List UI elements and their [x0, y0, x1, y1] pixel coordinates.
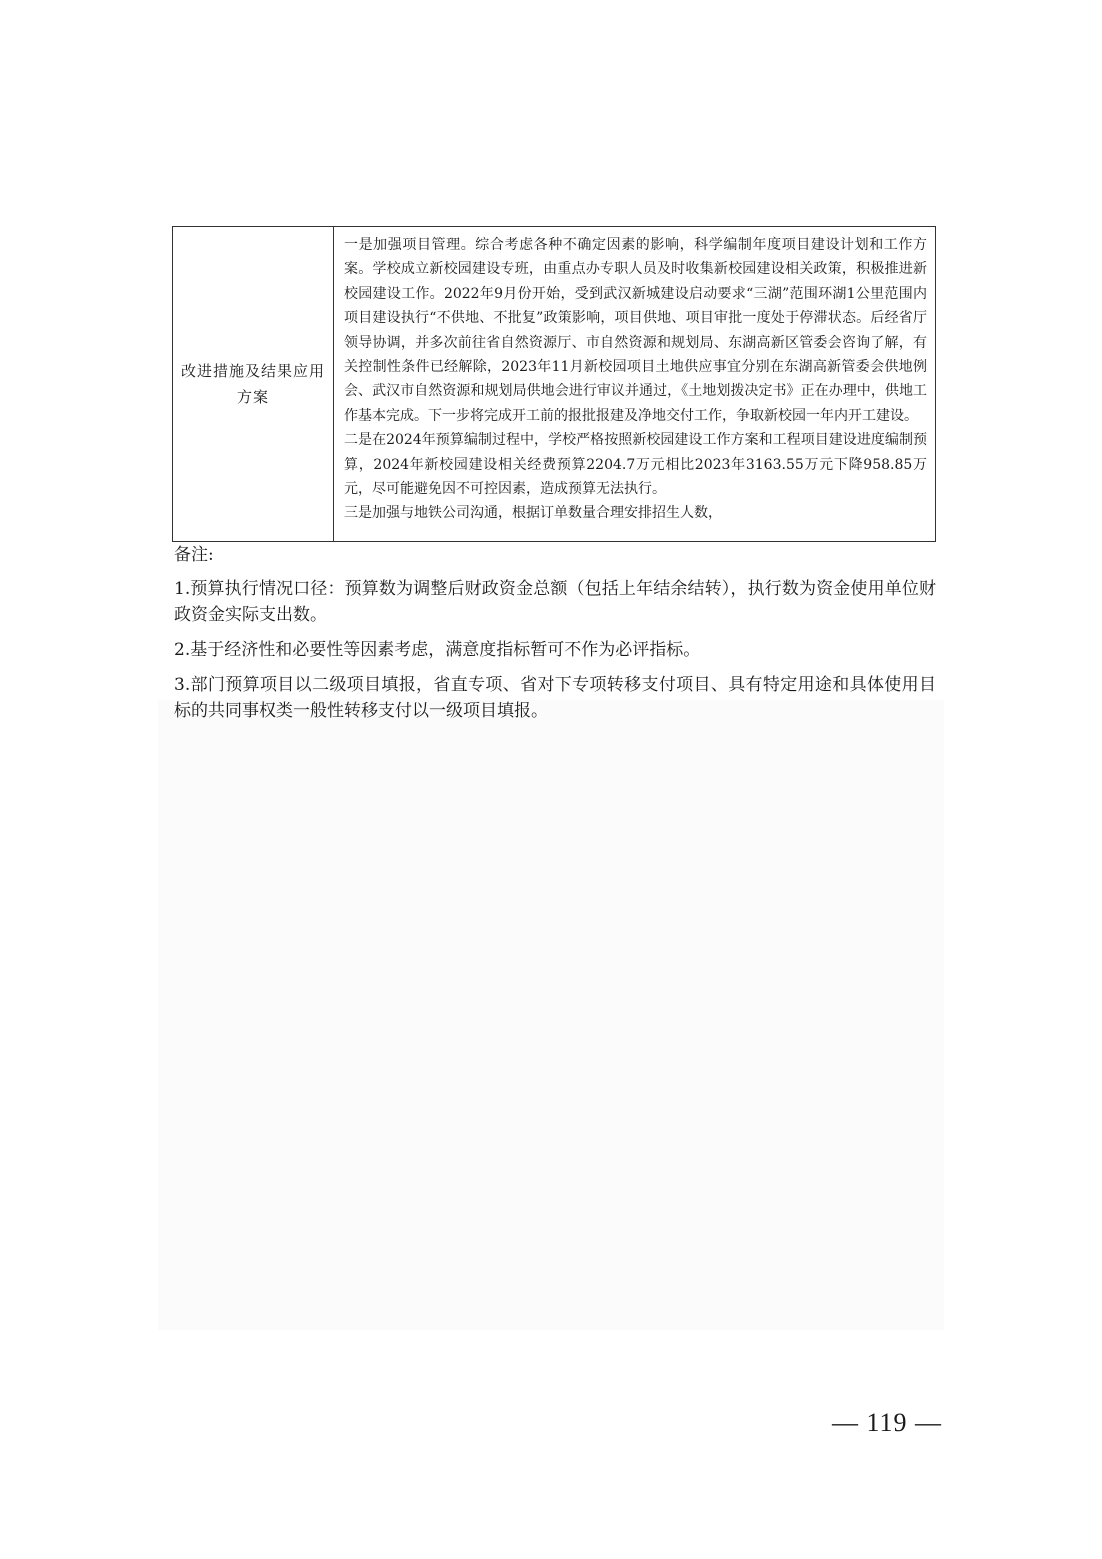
- note-item-3: 3.部门预算项目以二级项目填报，省直专项、省对下专项转移支付项目、具有特定用途和具体使用目标的共同事权类一般性转移支付以一级项目填报。: [174, 675, 936, 721]
- table-row: [173, 227, 936, 542]
- row-label-line2: 方案: [236, 388, 269, 406]
- page-shade: [158, 700, 944, 1330]
- row-content-cell: [334, 227, 936, 542]
- notes-title: 备注:: [174, 545, 214, 565]
- notes-section: [174, 542, 936, 733]
- page-number: — 119 —: [831, 1408, 942, 1437]
- improvement-measures-table: [172, 226, 936, 542]
- row-label-line1: 改进措施及结果应用: [180, 362, 325, 380]
- note-item-1: 1.预算执行情况口径：预算数为调整后财政资金总额（包括上年结余结转），执行数为资金使用单位财政资金实际支出数。: [174, 579, 936, 625]
- content-paragraph-1: 一是加强项目管理。综合考虑各种不确定因素的影响，科学编制年度项目建设计划和工作方案。学校成立新校园建设专班，由重点办专职人员及时收集新校园建设相关政策，积极推进新校园建设工作。2022年9月份开始，受到武汉新城建设启动要求“三湖”范围环湖1公里范围内项目建设执行“不供地、不批复”政策影响，项目供地、项目审批一度处于停滞状态。后经省厅领导协调，并多次前往省自然资源厅、市自然资源和规划局、东湖高新区管委会咨询了解，有关控制性条件已经解除，2023年11月新校园项目土地供应事宜分别在东湖高新管委会供地例会、武汉市自然资源和规划局供地会进行审议并通过，《土地划拨决定书》正在办理中，供地工作基本完成。下一步将完成开工前的报批报建及净地交付工作，争取新校园一年内开工建设。: [344, 237, 927, 424]
- content-paragraph-2: 二是在2024年预算编制过程中，学校严格按照新校园建设工作方案和工程项目建设进度编制预算，2024年新校园建设相关经费预算2204.7万元相比2023年3163.55万元下降958.85万元，尽可能避免因不可控因素，造成预算无法执行。: [344, 432, 927, 498]
- content-paragraph-3: 三是加强与地铁公司沟通，根据订单数量合理安排招生人数，: [344, 505, 722, 522]
- row-label-cell: [173, 227, 334, 542]
- note-item-2: 2.基于经济性和必要性等因素考虑，满意度指标暂可不作为必评指标。: [174, 640, 701, 660]
